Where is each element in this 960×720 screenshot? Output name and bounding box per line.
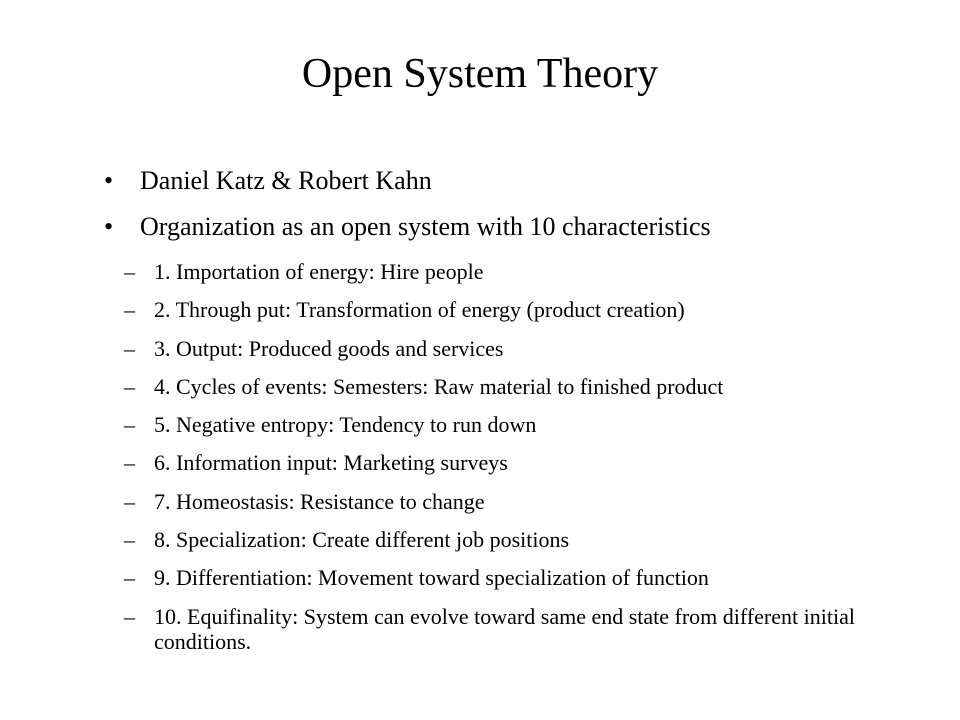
sub-item-text: 8. Specialization: Create different job positions — [154, 527, 570, 553]
sub-item-text: 4. Cycles of events: Semesters: Raw material to finished product — [154, 373, 724, 399]
sub-item-text: 10. Equifinality: System can evolve toward same end state from different initial conditions. — [154, 603, 855, 654]
sub-item-text: 5. Negative entropy: Tendency to run down — [154, 412, 537, 438]
sub-bullet-list — [124, 259, 864, 667]
sub-item-text: 6. Information input: Marketing surveys — [154, 450, 508, 476]
dash-marker: – — [124, 335, 135, 361]
bullet-text: Daniel Katz & Robert Kahn — [140, 166, 432, 195]
bullet-marker: • — [104, 212, 114, 241]
dash-marker: – — [124, 297, 135, 323]
sub-item — [124, 336, 864, 361]
sub-item-text: 7. Homeostasis: Resistance to change — [154, 488, 485, 514]
sub-item-text: 2. Through put: Transformation of energy (product creation) — [154, 297, 685, 323]
bullet-text: Organization as an open system with 10 characteristics — [140, 212, 711, 241]
bullet-item — [104, 212, 864, 242]
sub-item — [124, 527, 864, 552]
dash-marker: – — [124, 450, 135, 476]
slide-title: Open System Theory — [301, 51, 659, 97]
bullet-marker: • — [104, 166, 114, 195]
sub-item-text: 9. Differentiation: Movement toward specialization of function — [154, 565, 709, 591]
dash-marker: – — [124, 259, 135, 284]
sub-item — [124, 604, 864, 654]
bullet-list — [104, 166, 864, 258]
dash-marker: – — [124, 488, 135, 514]
sub-item — [124, 489, 864, 514]
sub-item — [124, 565, 864, 590]
dash-marker: – — [124, 527, 135, 553]
sub-item — [124, 297, 864, 322]
sub-item — [124, 412, 864, 437]
bullet-item — [104, 166, 864, 196]
dash-marker: – — [124, 603, 135, 629]
sub-item-text: 3. Output: Produced goods and services — [154, 335, 504, 361]
dash-marker: – — [124, 373, 135, 399]
sub-item — [124, 450, 864, 475]
sub-item — [124, 259, 864, 284]
dash-marker: – — [124, 412, 135, 438]
dash-marker: – — [124, 565, 135, 591]
sub-item — [124, 374, 864, 399]
sub-item-text: 1. Importation of energy: Hire people — [154, 259, 484, 284]
